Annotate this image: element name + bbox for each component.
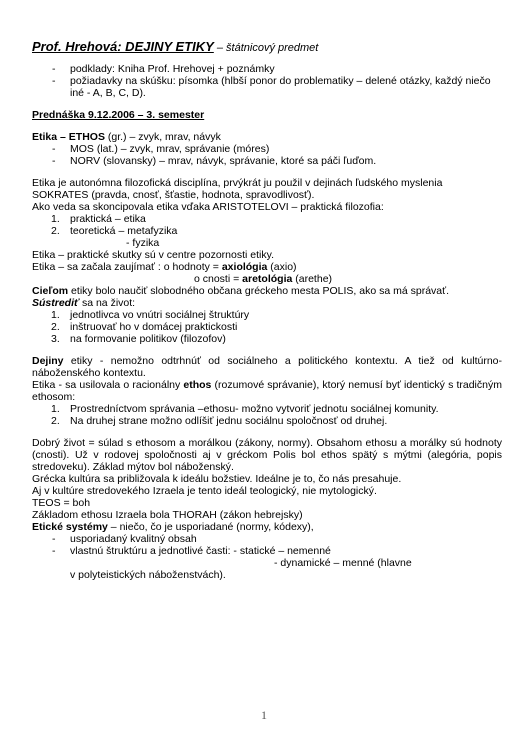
dynamicke-line: - dynamické – menné (hlavne <box>274 557 412 569</box>
list-item: - usporiadaný kvalitný obsah <box>52 533 197 545</box>
dejiny-paragraph: Dejiny etiky - nemožno odtrhnúť od sociálneho a politického kontextu. A tiež od kultúrno- náboženského kontextu. <box>32 355 502 379</box>
list-item: - podklady: Kniha Prof. Hrehovej + poznámky <box>52 63 275 75</box>
list-item: 1. praktická – etika <box>51 213 146 225</box>
aretologia-line: o cnosti = aretológia (arethe) <box>194 273 333 285</box>
paragraph-line: Etika – praktické skutky sú v centre pozornosti etiky. <box>32 249 274 261</box>
list-item: 2. inštruovať ho v domácej praktickosti <box>51 321 238 333</box>
list-item: 1. Prostredníctvom správania –ethosu- možno vytvoriť jednotu sociálnej komunity. <box>51 403 439 415</box>
paragraph-line: Grécka kultúra sa približovala k ideálu božstiev. Ideálne je to, čo nás presahuje. <box>32 473 402 485</box>
list-item: - vlastnú štruktúru a jednotlivé časti: - statické – nemenné <box>52 545 331 557</box>
paragraph-line: Aj v kultúre stredovekého Izraela je tento ideál teologický, nie mytologický. <box>32 485 377 497</box>
list-item: - požiadavky na skúšku: písomka (hlbší ponor do problematiky – delené otázky, každý niečo iné - A, B, C, D). <box>52 75 491 99</box>
list-item: 2. Na druhej strane možno odlíšiť jednu sociálnu spoločnosť od druhej. <box>51 415 388 427</box>
list-item: 3. na formovanie politikov (filozofov) <box>51 333 226 345</box>
sustredit-heading: Sústrediť sa na život: <box>32 297 136 309</box>
title-line <box>32 38 502 57</box>
polyteist-line: v polyteistických náboženstvách). <box>70 569 226 581</box>
fyzika-line: - fyzika <box>126 237 160 249</box>
lecture-heading: Prednáška 9.12.2006 – 3. semester <box>32 109 205 121</box>
document-subtitle: – štátnicový predmet <box>213 42 319 54</box>
axiologia-line: Etika – sa začala zaujímať : o hodnoty = axiológia (axio) <box>32 261 297 273</box>
paragraph-line: Základom ethosu Izraela bola THORAH (zákon hebrejsky) <box>32 509 303 521</box>
paragraph-line: Etika je autonómna filozofická disciplína, prvýkrát ju použil v dejinách ľudského myslenia <box>32 177 443 189</box>
list-item: 2. teoretická – metafyzika <box>51 225 178 237</box>
eticke-heading: Etické systémy – niečo, čo je usporiadané (normy, kódexy), <box>32 521 314 533</box>
paragraph-line: Ako veda sa skoncipovala etika vďaka ARISTOTELOVI – praktická filozofia: <box>32 201 384 213</box>
etika-heading: Etika – ETHOS (gr.) – zvyk, mrav, návyk <box>32 131 221 143</box>
paragraph-line: SOKRATES (pravda, cnosť, šťastie, hodnota, spravodlivosť). <box>32 189 315 201</box>
ciel-paragraph: Cieľom etiky bolo naučiť slobodného občana gréckeho mesta POLIS, ako sa má správať. <box>32 285 449 297</box>
dobry-paragraph: Dobrý život = súlad s ethosom a morálkou (zákony, normy). Obsahom ethosu a morálky sú hodnoty (cnosti). Už v rodovej spoločnosti aj v gréckom Polis bol ethos spätý s mýtmi (alegória, popis stredoveku). Základ mýtov bol náboženský. <box>32 437 502 473</box>
document-title: Prof. Hrehová: DEJINY ETIKY <box>32 39 214 54</box>
list-item: 1. jednotlivca vo vnútri sociálnej štruktúry <box>51 309 250 321</box>
list-item: - NORV (slovansky) – mrav, návyk, správanie, ktoré sa páči ľuďom. <box>52 155 377 167</box>
page-number: 1 <box>261 708 267 722</box>
ethos-paragraph: Etika - sa usilovala o racionálny ethos (rozumové správanie), ktorý nemusí byť identický s tradičným ethosom: <box>32 379 502 403</box>
list-item: - MOS (lat.) – zvyk, mrav, správanie (móres) <box>52 143 270 155</box>
document-page <box>32 38 502 581</box>
paragraph-line: TEOS = boh <box>32 497 91 509</box>
